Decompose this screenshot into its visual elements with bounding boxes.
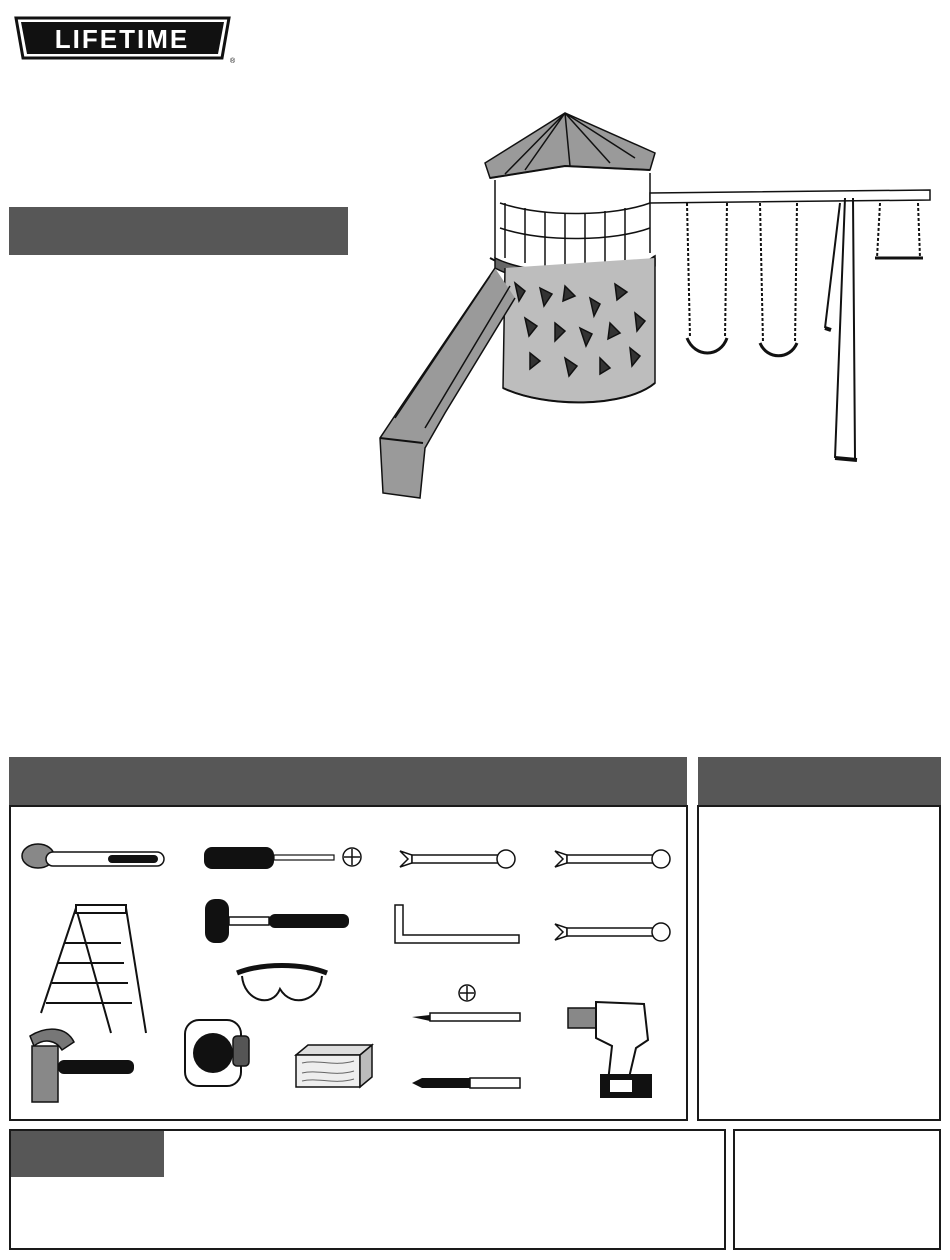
combination-wrench-icon	[553, 847, 673, 871]
right-bar	[698, 757, 941, 805]
note-tab	[11, 1131, 164, 1177]
right-box	[697, 805, 941, 1121]
combination-wrench-icon	[398, 847, 518, 871]
step-ladder-icon	[36, 903, 156, 1038]
wood-block-icon	[294, 1043, 374, 1089]
cordless-drill-icon	[566, 1000, 656, 1102]
safety-glasses-icon	[232, 961, 332, 1021]
lifetime-logo	[10, 12, 235, 70]
drill-bit-icon	[410, 1076, 525, 1090]
phillips-screwdriver-icon	[202, 843, 367, 873]
tools-bar	[9, 757, 687, 805]
phillips-bit-icon	[410, 983, 525, 1025]
logo-wordmark: LIFETIME	[54, 24, 190, 54]
side-note-box	[733, 1129, 941, 1250]
title-bar	[9, 207, 348, 255]
allen-wrench-icon	[391, 903, 523, 945]
rubber-mallet-icon	[203, 897, 353, 947]
combination-wrench-icon	[553, 920, 673, 944]
product-illustration	[365, 108, 935, 508]
registered-mark: ®	[230, 58, 236, 65]
tape-measure-icon	[183, 1018, 253, 1090]
socket-ratchet-icon	[18, 838, 168, 878]
claw-hammer-icon	[26, 1024, 138, 1106]
